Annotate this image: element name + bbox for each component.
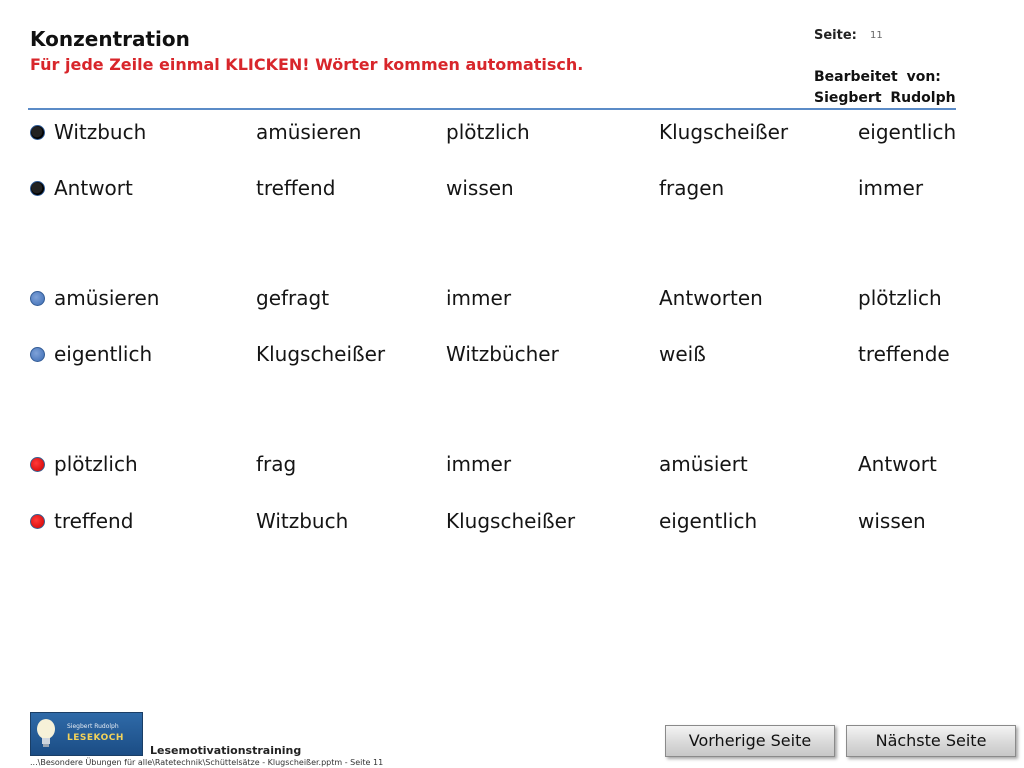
word: eigentlich [54,342,153,366]
author-name: Siegbert Rudolph [814,90,956,106]
bullet-icon[interactable] [30,125,45,140]
logo-brand-text: LESEKOCH [67,733,124,743]
word: Klugscheißer [256,342,386,366]
word: gefragt [256,286,330,310]
lesekoch-logo [30,712,143,756]
bullet-icon[interactable] [30,457,45,472]
word-row[interactable] [0,118,1024,148]
word: treffend [54,509,134,533]
word: amüsiert [659,452,748,476]
word: eigentlich [659,509,758,533]
next-page-button[interactable]: Nächste Seite [846,725,1016,757]
lightbulb-icon [35,717,57,751]
previous-page-button[interactable]: Vorherige Seite [665,725,835,757]
edited-by-label: Bearbeitet von: [814,69,941,85]
instruction-subtitle: Für jede Zeile einmal KLICKEN! Wörter kommen automatisch. [30,55,584,74]
word: amüsieren [54,286,160,310]
word: immer [858,176,924,200]
logo-author-text: Siegbert Rudolph [67,723,119,730]
bullet-icon[interactable] [30,514,45,529]
bullet-icon[interactable] [30,291,45,306]
word: plötzlich [858,286,942,310]
word-row[interactable] [0,340,1024,370]
word: wissen [446,176,514,200]
word: Antwort [54,176,133,200]
word: fragen [659,176,725,200]
word-row[interactable] [0,450,1024,480]
program-title: Lesemotivationstraining [150,744,302,757]
word: treffende [858,342,950,366]
word: Antworten [659,286,763,310]
word: Klugscheißer [446,509,576,533]
word: immer [446,286,512,310]
author-block [814,67,956,109]
word: wissen [858,509,926,533]
word-row[interactable] [0,174,1024,204]
word: amüsieren [256,120,362,144]
word: Antwort [858,452,937,476]
word: Witzbuch [256,509,349,533]
word: Witzbücher [446,342,559,366]
bullet-icon[interactable] [30,347,45,362]
word: frag [256,452,297,476]
word: plötzlich [446,120,530,144]
header-divider [28,108,956,110]
word-row[interactable] [0,284,1024,314]
word-row[interactable] [0,507,1024,537]
word: Klugscheißer [659,120,789,144]
page-label: Seite: [814,28,857,43]
word: treffend [256,176,336,200]
page-number: 11 [870,30,883,41]
page-title: Konzentration [30,27,190,51]
word: Witzbuch [54,120,147,144]
word: immer [446,452,512,476]
word: eigentlich [858,120,957,144]
file-path: ...\Besondere Übungen für alle\Ratetechnik\Schüttelsätze - Klugscheißer.pptm - Seite 11 [30,758,384,767]
word: plötzlich [54,452,138,476]
word: weiß [659,342,706,366]
bullet-icon[interactable] [30,181,45,196]
